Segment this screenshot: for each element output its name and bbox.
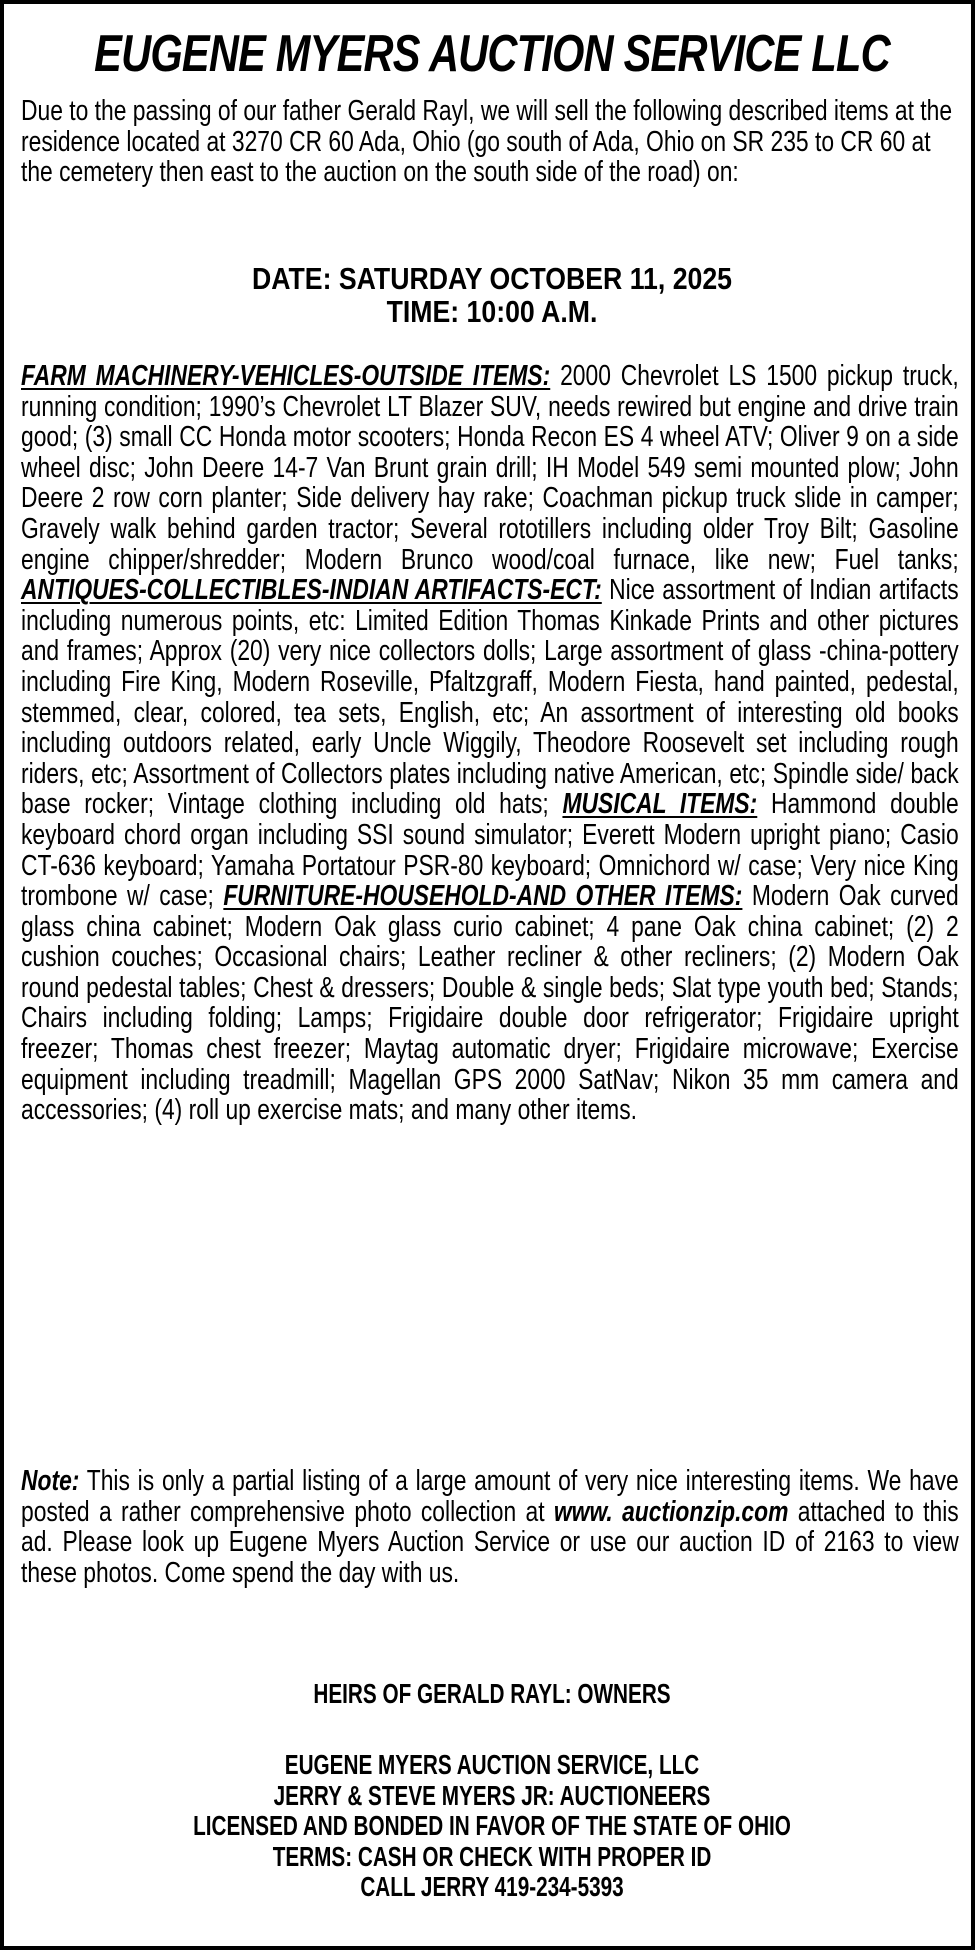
auction-url-link[interactable]: www. auctionzip.com [553, 1495, 789, 1528]
section-heading-antiques: ANTIQUES-COLLECTIBLES-INDIAN ARTIFACTS-ECT: [21, 574, 602, 607]
section-text-farm: 2000 Chevrolet LS 1500 pickup truck, running condition; 1990’s Chevrolet LT Blazer SUV, needs rewired but engine and drive train good; (3) small CC Honda motor scooters; Honda Recon ES 4 wheel ATV; Oliver 9 on a side wheel disc; John Deere 14-7 Van Brunt grain drill; IH Model 549 semi mounted plow; John Deere 2 row corn planter; Side delivery hay rake; Coachman pickup truck slide in camper; Gravely walk behind garden tractor; Several rototillers including older Troy Bilt; Gasoline engine chipper/shredder; Modern Brunco wood/coal furnace, like new; Fuel tanks; [21, 360, 959, 576]
auction-time: TIME: 10:00 A.M. [386, 294, 597, 329]
note-label: Note: [21, 1465, 80, 1497]
section-text-furniture: Modern Oak curved glass china cabinet; Modern Oak glass curio cabinet; 4 pane Oak china cabinet; (2) 2 cushion couches; Occasional chairs; Leather recliner & other recliners; (2) Modern Oak round pedestal tables; Chest & dressers; Double & single beds; Slat type youth bed; Stands; Chairs including folding; Lamps; Frigidaire double door refrigerator; Frigidaire upright freezer; Thomas chest freezer; Maytag automatic dryer; Frigidaire microwave; Exercise equipment including treadmill; Magellan GPS 2000 SatNav; Nikon 35 mm camera and accessories; (4) roll up exercise mats; and many other items. [21, 880, 959, 1127]
ad-title: EUGENE MYERS AUCTION SERVICE LLC [93, 25, 890, 83]
section-text-musical: Hammond double keyboard chord organ including SSI sound simulator; Everett Modern upright piano; Casio CT-636 keyboard; Yamaha Portatour PSR-80 keyboard; Omnichord w/ case; Very nice King trombone w/ case; [21, 788, 959, 913]
section-heading-musical: MUSICAL ITEMS: [562, 788, 758, 821]
note-paragraph [21, 1466, 959, 1588]
footer-auctioneers: JERRY & STEVE MYERS JR: AUCTIONEERS [273, 1779, 710, 1811]
owners-line: HEIRS OF GERALD RAYL: OWNERS [312, 1678, 671, 1709]
note-text-after-url: attached to this ad. Please look up Eugene Myers Auction Service or use our auction ID of 2163 to view these photos. Come spend the day with us. [21, 1495, 959, 1589]
section-heading-furniture: FURNITURE-HOUSEHOLD-AND OTHER ITEMS: [223, 880, 743, 913]
section-text-antiques: Nice assortment of Indian artifacts including numerous points, etc: Limited Edition Thomas Kinkade Prints and other pictures and frames; Approx (20) very nice collectors dolls; Large assortment of glass -china-pottery including Fire King, Modern Roseville, Pfaltzgraff, Modern Fiesta, hand painted, pedestal, stemmed, clear, colored, tea sets, English, etc; An assortment of interesting old books including outdoors related, early Uncle Wiggily, Theodore Roosevelt set including rough riders, etc; Assortment of Collectors plates including native American, etc; Spindle side/ back base rocker; Vintage clothing including old hats; [21, 574, 959, 821]
footer-terms: TERMS: CASH OR CHECK WITH PROPER ID [272, 1840, 711, 1872]
intro-paragraph: Due to the passing of our father Gerald Rayl, we will sell the following described items at the residence located at 3270 CR 60 Ada, Ohio (go south of Ada, Ohio on SR 235 to CR 60 at the cemetery then east to the auction on the south side of the road) on: [21, 95, 953, 189]
note-text-before-url: This is only a partial listing of a large amount of very nice interesting items. We have posted a rather comprehensive photo collection at [21, 1465, 959, 1528]
footer-license: LICENSED AND BONDED IN FAVOR OF THE STATE OF OHIO [192, 1810, 791, 1841]
date-time-block [251, 262, 731, 328]
auction-date: DATE: SATURDAY OCTOBER 11, 2025 [251, 261, 732, 296]
item-listing [21, 361, 959, 1126]
footer-block [193, 1750, 791, 1903]
section-heading-farm: FARM MACHINERY-VEHICLES-OUTSIDE ITEMS: [21, 360, 551, 392]
footer-company: EUGENE MYERS AUCTION SERVICE, LLC [284, 1749, 699, 1780]
footer-phone[interactable]: CALL JERRY 419-234-5393 [359, 1871, 624, 1902]
